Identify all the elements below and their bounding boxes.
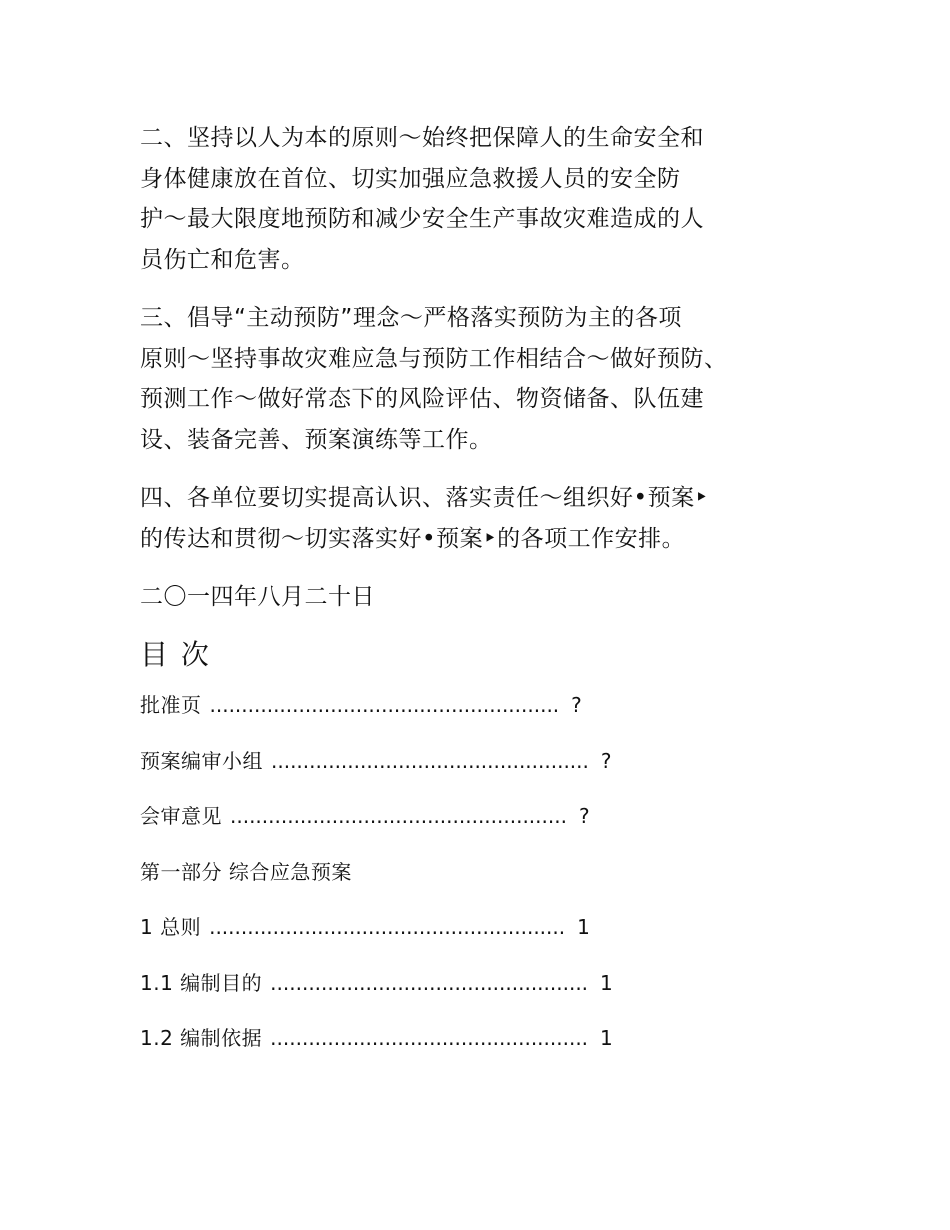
toc-entry-leader: .................................................. (271, 748, 589, 773)
principle-paragraph-3 (140, 298, 810, 460)
toc-entry-page: 1 (600, 970, 614, 995)
text-line: 三、倡导“主动预防”理念～严格落实预防为主的各项 (140, 305, 682, 331)
text-line: 护～最大限度地预防和减少安全生产事故灾难造成的人 (140, 206, 704, 232)
toc-section-heading[interactable] (140, 852, 810, 908)
document-page (140, 118, 810, 1074)
toc-entry[interactable] (140, 685, 810, 741)
toc-entry[interactable] (140, 741, 810, 797)
toc-entry-label: 第一部分 综合应急预案 (140, 859, 352, 884)
toc-entry-label: 预案编审小组 (140, 748, 263, 773)
toc-entry[interactable] (140, 1018, 810, 1074)
principle-paragraph-4 (140, 478, 810, 559)
toc-entry-page: ? (600, 748, 612, 773)
toc-entry-leader: .................................................. (270, 1026, 589, 1050)
toc-entry-leader: ..................................................... (230, 804, 567, 828)
toc-entry[interactable] (140, 907, 810, 963)
toc-entry-label: 批准页 (140, 693, 202, 717)
text-line: 四、各单位要切实提高认识、落实责任～组织好•预案‣ (140, 485, 709, 511)
toc-entry-leader: ........................................................ (209, 915, 566, 939)
toc-entry-leader: .................................................. (270, 970, 589, 995)
text-line: 员伤亡和危害。 (140, 246, 305, 273)
text-line: 原则～坚持事故灾难应急与预防工作相结合～做好预防、 (140, 345, 728, 372)
toc-entry-page: 1 (600, 1026, 614, 1050)
toc-entry[interactable] (140, 963, 810, 1019)
toc-entry-leader: ....................................................... (209, 693, 560, 717)
toc-entry-page: 1 (577, 915, 591, 939)
toc-entry-label: 会审意见 (140, 804, 222, 828)
document-date: 二〇一四年八月二十日 (140, 584, 375, 610)
toc-entry-page: ? (571, 693, 583, 717)
toc-entry[interactable] (140, 796, 810, 852)
toc-title: 目 次 (140, 638, 211, 671)
toc-entry-label: 1 总则 (140, 915, 202, 939)
toc-entry-label: 1.1 编制目的 (140, 970, 263, 995)
principle-paragraph-2 (140, 118, 810, 280)
text-line: 设、装备完善、预案演练等工作。 (140, 426, 493, 453)
table-of-contents (140, 685, 810, 1074)
text-line: 预测工作～做好常态下的风险评估、物资储备、队伍建 (140, 386, 704, 412)
toc-entry-page: ? (578, 804, 591, 828)
text-line: 二、坚持以人为本的原则～始终把保障人的生命安全和 (140, 125, 704, 151)
toc-entry-label: 1.2 编制依据 (140, 1026, 263, 1050)
text-line: 的传达和贯彻～切实落实好•预案‣的各项工作安排。 (140, 525, 686, 552)
text-line: 身体健康放在首位、切实加强应急救援人员的安全防 (140, 165, 681, 192)
